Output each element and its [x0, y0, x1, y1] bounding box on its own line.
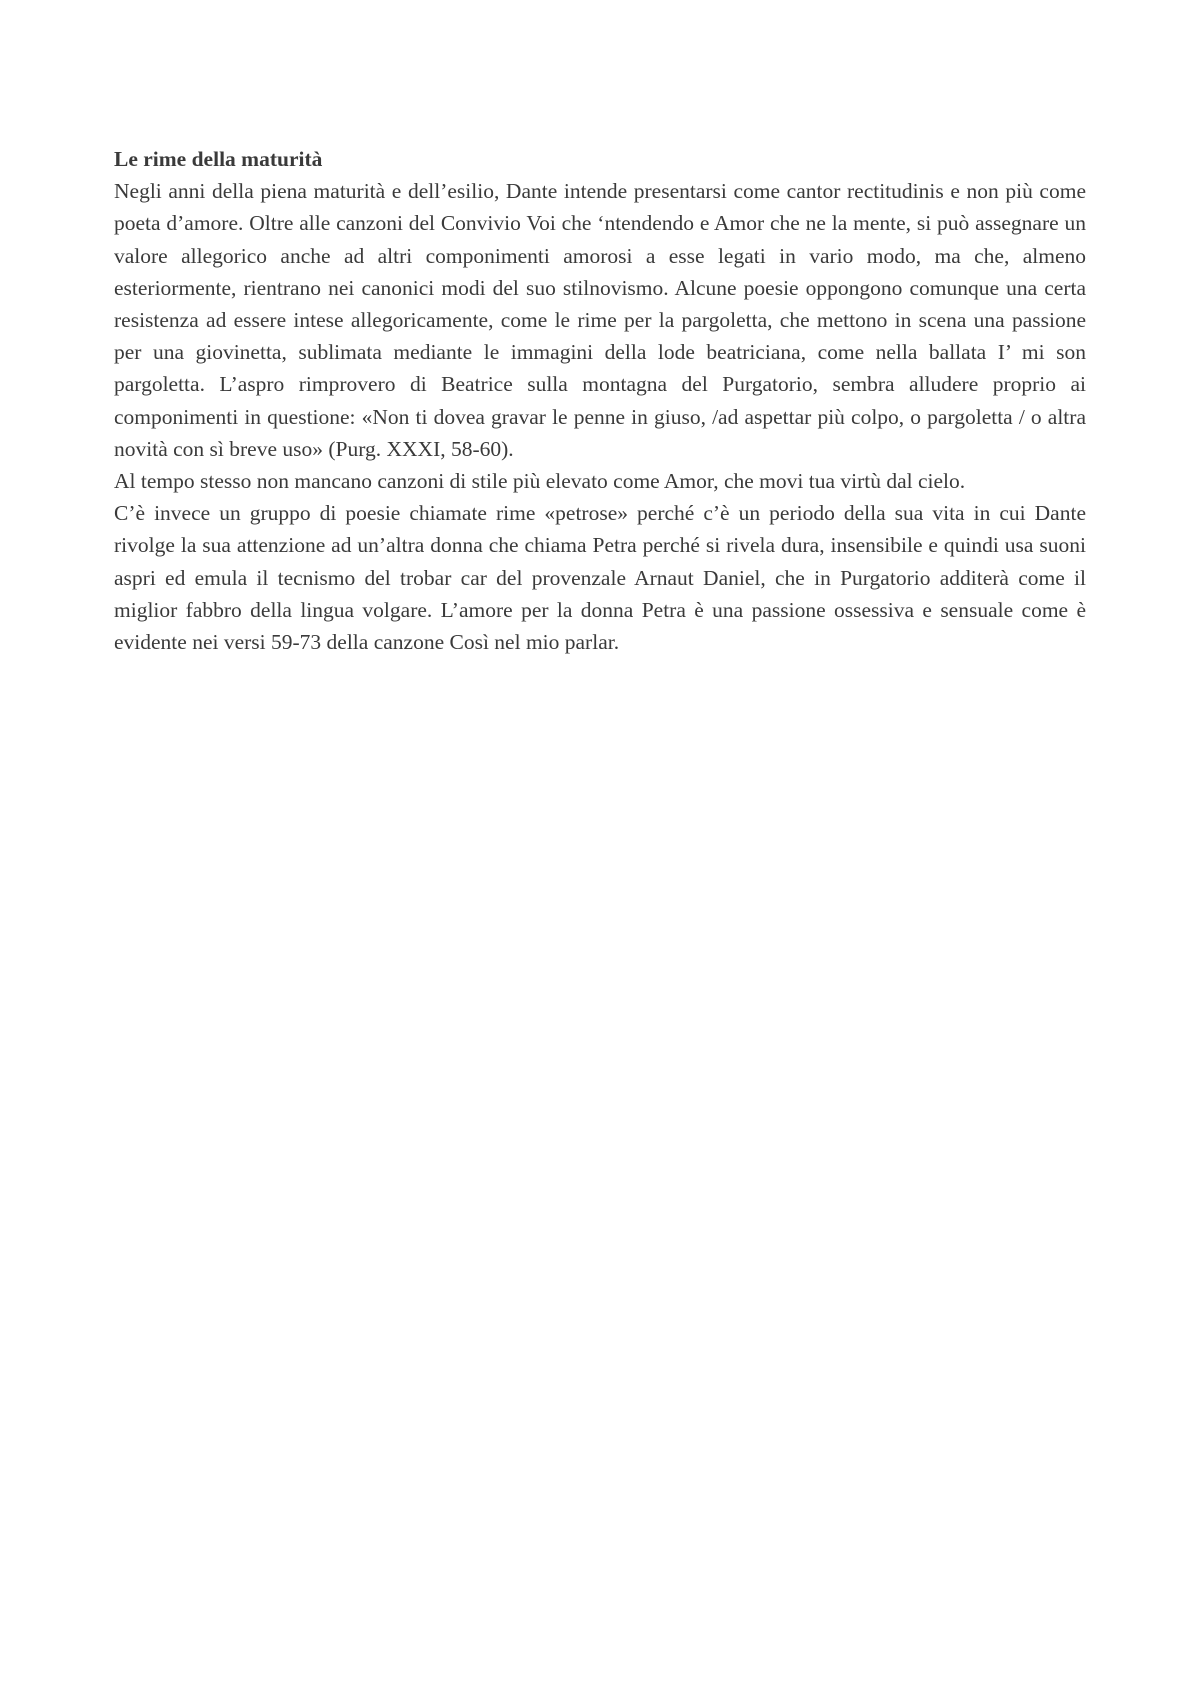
paragraph-canzoni-elevate: Al tempo stesso non mancano canzoni di stile più elevato come Amor, che movi tua virtù dal cielo.: [114, 469, 966, 494]
paragraph-rime-petrose: C’è invece un gruppo di poesie chiamate rime «petrose» perché c’è un periodo della sua vita in cui Dante rivolge la sua attenzione ad un’altra donna che chiama Petra perché si rivela dura, insensibile e quindi usa suoni aspri ed emula il tecnismo del trobar car del provenzale Arnaut Daniel, che in Purgatorio additerà come il miglior fabbro della lingua volgare. L’amore per la donna Petra è una passione ossessiva e sensuale come è evidente nei versi 59-73 della canzone Così nel mio parlar.: [114, 501, 1086, 655]
paragraph-rime-pargoletta: Negli anni della piena maturità e dell’esilio, Dante intende presentarsi come cantor rectitudinis e non più come poeta d’amore. Oltre alle canzoni del Convivio Voi che ‘ntendendo e Amor che ne la mente, si può assegnare un valore allegorico anche ad altri componimenti amorosi a esse legati in vario modo, ma che, almeno esteriormente, rientrano nei canonici modi del suo stilnovismo. Alcune poesie oppongono comunque una certa resistenza ad essere intese allegoricamente, come le rime per la pargoletta, che mettono in scena una passione per una giovinetta, sublimata mediante le immagini della lode beatriciana, come nella ballata I’ mi son pargoletta. L’aspro rimprovero di Beatrice sulla montagna del Purgatorio, sembra alludere proprio ai componimenti in questione: «Non ti dovea gravar le penne in giuso, /ad aspettar più colpo, o pargoletta / o altra novità con sì breve uso» (Purg. XXXI, 58-60).: [114, 179, 1086, 461]
document-body: [114, 143, 1086, 658]
document-title: Le rime della maturità: [114, 147, 323, 171]
